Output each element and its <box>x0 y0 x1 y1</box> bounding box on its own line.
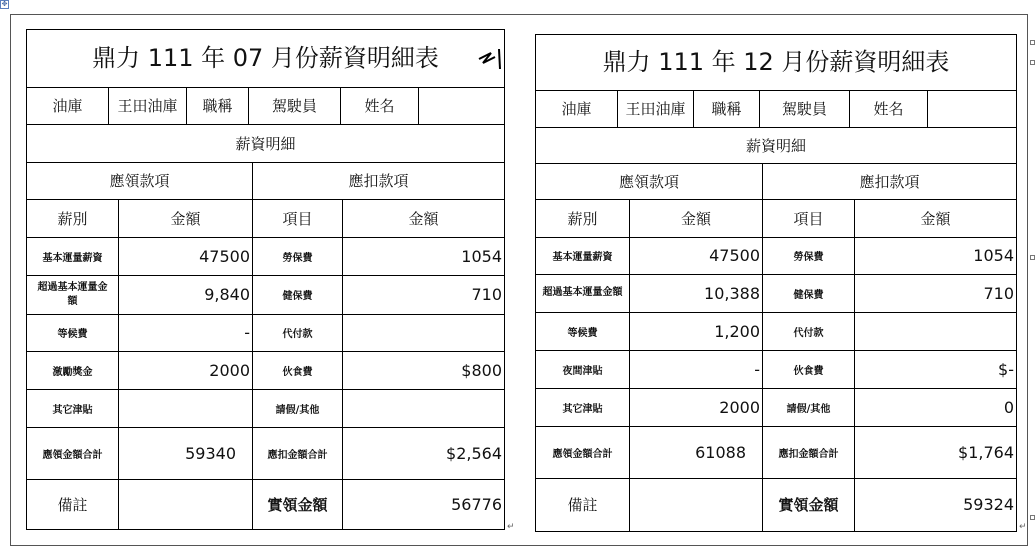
deduct-total-label: 應扣金額合計 <box>763 426 855 478</box>
section-row <box>536 127 1016 164</box>
paragraph-mark-icon: ↵ <box>1019 522 1027 532</box>
section-row <box>27 124 504 163</box>
col-item: 項目 <box>763 199 855 237</box>
col-amount: 金額 <box>630 199 763 237</box>
deductions-header: 應扣款項 <box>859 172 920 191</box>
earn-amount: 1,200 <box>630 312 763 350</box>
net-label: 實領金額 <box>253 479 343 529</box>
deduct-amount: $- <box>998 359 1014 379</box>
name-label: 姓名 <box>850 90 928 127</box>
deduct-total-label: 應扣金額合計 <box>253 427 343 479</box>
name-label: 姓名 <box>341 87 419 124</box>
earn-amount: 10,388 <box>630 274 763 312</box>
resize-handle-icon[interactable] <box>1030 60 1035 65</box>
deduct-item: 代付款 <box>253 314 343 351</box>
deduct-amount <box>343 389 504 427</box>
table-row <box>27 389 504 428</box>
deduct-item: 代付款 <box>763 312 855 350</box>
earn-type: 基本運量薪資 <box>27 237 119 275</box>
deduct-amount: 0 <box>1003 397 1014 417</box>
section-title: 薪資明細 <box>745 136 806 155</box>
table-row <box>27 351 504 390</box>
col-amount: 金額 <box>119 199 253 237</box>
group-header-row <box>536 163 1016 200</box>
earn-type: 夜間津貼 <box>536 350 630 388</box>
group-header-row <box>27 162 504 200</box>
col-type: 薪別 <box>536 199 630 237</box>
table-row <box>27 314 504 352</box>
depot-label: 油庫 <box>536 90 618 127</box>
resize-handle-icon[interactable] <box>1030 40 1035 45</box>
column-header-row <box>27 199 504 238</box>
totals-row <box>536 426 1016 479</box>
info-row <box>536 90 1016 128</box>
net-row <box>536 478 1016 531</box>
table-row <box>27 237 504 276</box>
deduct-amount: 1054 <box>461 246 502 266</box>
payslip-title: 鼎力 111 年 07 月份薪資明細表 <box>27 30 504 88</box>
earn-total: 59340 <box>119 427 253 479</box>
deduct-amount: 1054 <box>973 246 1014 265</box>
col-amount-deduct: 金額 <box>920 209 951 228</box>
earn-type: 超過基本運量金額 <box>27 275 119 314</box>
table-row <box>536 388 1016 427</box>
table-move-handle-icon[interactable]: ✥ <box>1 0 8 8</box>
earn-amount: 47500 <box>630 237 763 274</box>
earn-amount: - <box>119 314 253 351</box>
net-label: 實領金額 <box>763 478 855 531</box>
net-amount: 56776 <box>451 494 502 514</box>
earn-type: 其它津貼 <box>536 388 630 426</box>
net-row <box>27 479 504 529</box>
note-label: 備註 <box>536 478 630 531</box>
deductions-header: 應扣款項 <box>348 172 409 190</box>
earn-amount: 47500 <box>119 237 253 275</box>
deduct-amount: 710 <box>983 283 1014 303</box>
earn-type: 基本運量薪資 <box>536 237 630 274</box>
earn-total-label: 應領金額合計 <box>536 426 630 478</box>
deduct-item: 勞保費 <box>763 237 855 274</box>
payslip-july <box>26 29 505 530</box>
resize-handle-icon[interactable] <box>1030 255 1035 260</box>
name-value <box>419 87 504 124</box>
deduct-item: 請假/其他 <box>763 388 855 426</box>
table-row <box>27 275 504 315</box>
earn-amount: - <box>630 350 763 388</box>
earn-amount: 9,840 <box>119 275 253 314</box>
depot-value: 王田油庫 <box>618 90 694 127</box>
deduct-item: 請假/其他 <box>253 389 343 427</box>
earn-total: 61088 <box>630 426 763 478</box>
earnings-header: 應領款項 <box>536 163 763 199</box>
deduct-total: $1,764 <box>958 442 1014 462</box>
table-row <box>536 350 1016 389</box>
earn-total-label: 應領金額合計 <box>27 427 119 479</box>
deduct-item: 健保費 <box>253 275 343 314</box>
payslip-december <box>535 34 1017 532</box>
earn-amount <box>119 389 253 427</box>
totals-row <box>27 427 504 480</box>
deduct-amount <box>855 312 1016 350</box>
position-label: 職稱 <box>694 90 760 127</box>
note-value <box>630 478 763 531</box>
earn-type: 激勵獎金 <box>27 351 119 389</box>
table-row <box>536 237 1016 275</box>
earn-type: 超過基本運量金額 <box>536 274 630 312</box>
column-header-row <box>536 199 1016 238</box>
deduct-amount <box>343 314 504 351</box>
position-value: 駕駛員 <box>249 87 341 124</box>
payslip-title: 鼎力 111 年 12 月份薪資明細表 <box>536 35 1016 91</box>
paragraph-mark-icon: ↵ <box>507 522 515 532</box>
section-title: 薪資明細 <box>235 134 296 153</box>
note-value <box>119 479 253 529</box>
handwritten-mark-icon <box>477 45 507 71</box>
deduct-amount: 710 <box>471 285 502 304</box>
col-type: 薪別 <box>27 199 119 237</box>
deduct-item: 勞保費 <box>253 237 343 275</box>
earnings-header: 應領款項 <box>27 162 253 199</box>
depot-label: 油庫 <box>27 87 109 124</box>
deduct-amount: $800 <box>461 360 502 380</box>
table-row <box>536 274 1016 313</box>
position-label: 職稱 <box>187 87 249 124</box>
earn-type: 等候費 <box>536 312 630 350</box>
col-item: 項目 <box>253 199 343 237</box>
position-value: 駕駛員 <box>760 90 850 127</box>
earn-type: 其它津貼 <box>27 389 119 427</box>
earn-amount: 2000 <box>630 388 763 426</box>
info-row <box>27 87 504 125</box>
deduct-item: 健保費 <box>763 274 855 312</box>
resize-handle-icon[interactable] <box>1030 515 1035 520</box>
col-amount-deduct: 金額 <box>408 209 439 228</box>
name-value <box>928 90 1016 127</box>
earn-amount: 2000 <box>119 351 253 389</box>
depot-value: 王田油庫 <box>109 87 187 124</box>
net-amount: 59324 <box>963 495 1014 514</box>
deduct-item: 伙食費 <box>253 351 343 389</box>
note-label: 備註 <box>27 479 119 529</box>
earn-type: 等候費 <box>27 314 119 351</box>
deduct-item: 伙食費 <box>763 350 855 388</box>
deduct-total: $2,564 <box>446 443 502 463</box>
table-row <box>536 312 1016 351</box>
